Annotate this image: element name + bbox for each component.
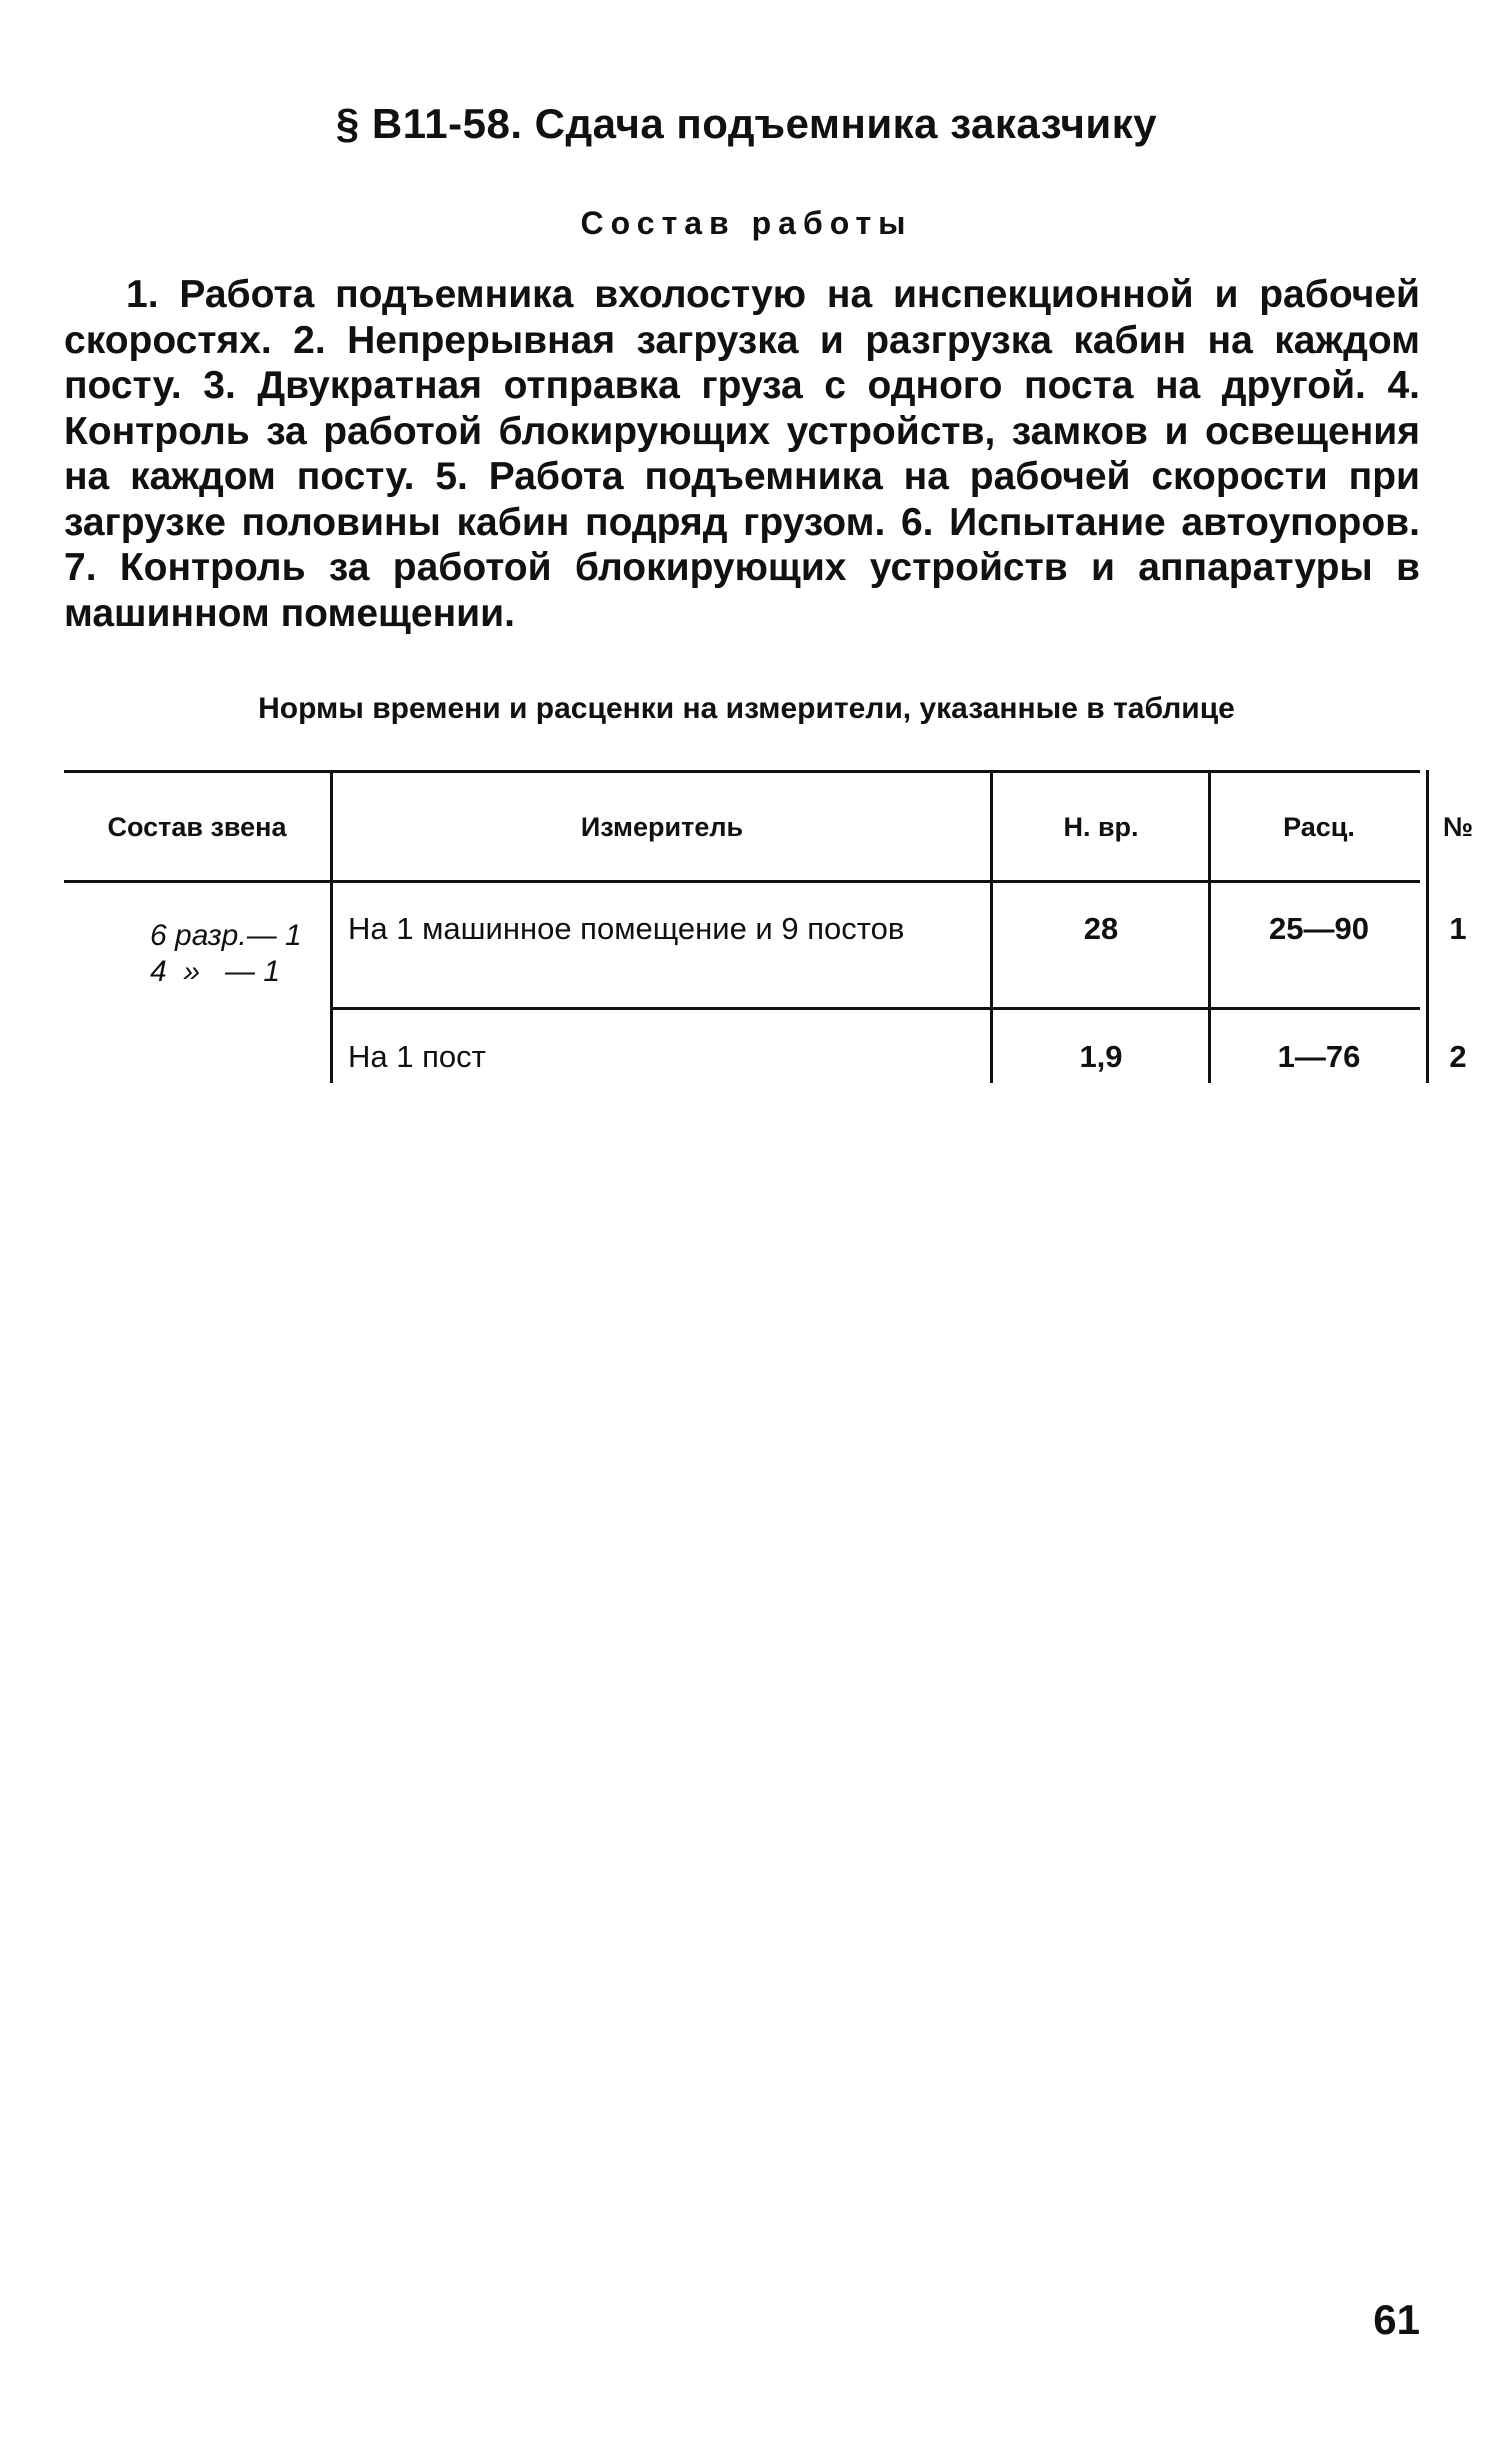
table-row-separator — [330, 1007, 1420, 1010]
header-rate: Расц. — [1283, 812, 1355, 842]
row-2-number: 2 — [1449, 1039, 1467, 1074]
work-composition-text: 1. Работа подъемника вхолостую на инспекционной и рабочей скоростях. 2. Непрерывная загрузка и разгрузка кабин на каждом посту. 3. Двукратная отправка груза с одного поста на другой. 4. Контроль за работой блокирующих устройств, замков и освещения на каждом посту. 5. Работа подъемника на рабочей скорости при загрузке половины кабин подряд грузом. 6. Испытание автоупоров. 7. Контроль за работой блокирующих устройств и аппаратуры в машинном помещении. — [64, 273, 1420, 635]
header-crew: Состав звена — [107, 812, 287, 842]
row-1-norm: 28 — [1083, 911, 1119, 946]
table-header-rule — [64, 880, 1420, 883]
column-divider — [1208, 770, 1211, 1083]
section-title: § В11-58. Сдача подъемника заказчику — [335, 100, 1158, 147]
table-caption: Нормы времени и расценки на измерители, указанные в таблице — [258, 692, 1235, 725]
table-top-rule — [64, 770, 1420, 773]
page-number: 61 — [1373, 2296, 1420, 2343]
header-number: № — [1442, 812, 1474, 842]
header-meter: Измеритель — [580, 812, 744, 842]
column-divider — [330, 770, 333, 1083]
row-1-meter: На 1 машинное помещение и 9 постов — [348, 911, 905, 946]
row-2-meter: На 1 пост — [348, 1039, 486, 1074]
row-1-number: 1 — [1449, 911, 1467, 946]
work-composition-heading: Состав работы — [580, 205, 913, 241]
row-2-rate: 1—76 — [1277, 1039, 1361, 1074]
row-1-rate: 25—90 — [1269, 911, 1369, 946]
column-divider — [990, 770, 993, 1083]
column-divider — [1426, 770, 1429, 1083]
crew-line: 4 » — 1 — [150, 955, 281, 988]
crew-cell — [64, 918, 330, 990]
crew-line: 6 разр.— 1 — [150, 919, 302, 952]
header-norm: Н. вр. — [1063, 812, 1139, 842]
row-2-norm: 1,9 — [1079, 1039, 1123, 1074]
